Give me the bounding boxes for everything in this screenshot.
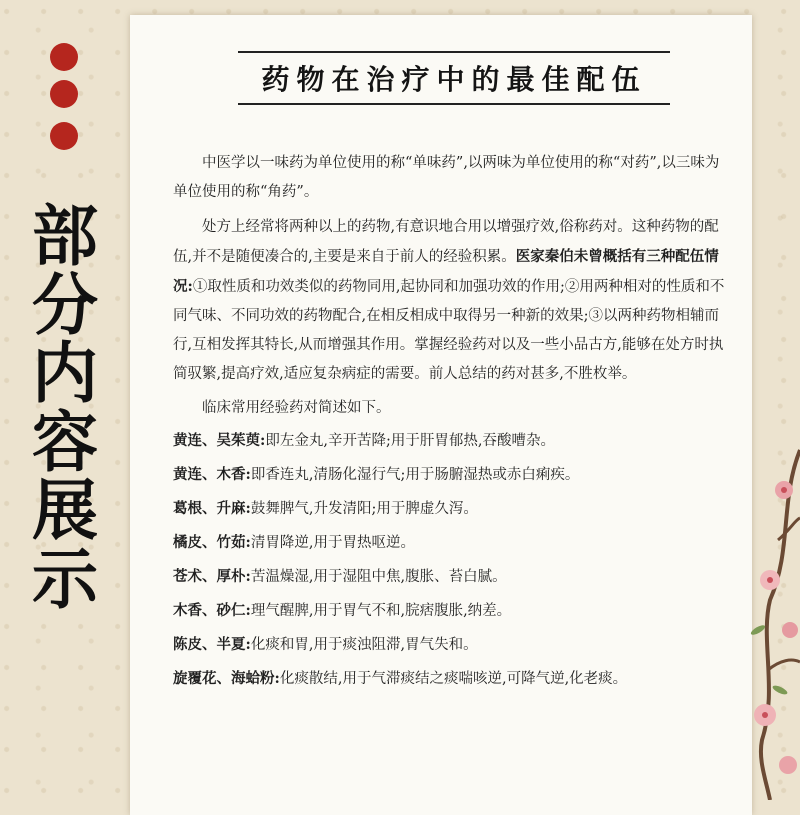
herb-pair-desc: 即香连丸,清肠化湿行气;用于肠腑湿热或赤白痢疾。	[250, 467, 580, 483]
herb-pair	[173, 429, 733, 452]
vertical-title-char: 内	[32, 335, 98, 412]
herb-pair-desc: 即左金丸,辛开苦降;用于肝胃郁热,吞酸嘈杂。	[265, 433, 555, 449]
herb-pair-name: 木香、砂仁:	[173, 602, 251, 619]
herb-pair-name: 陈皮、半夏:	[173, 636, 251, 653]
paragraph-bold-text: 医家秦伯未曾概括有三种配伍情况:	[173, 248, 719, 295]
herb-pair	[173, 463, 733, 486]
red-dot-icon	[50, 122, 78, 150]
book-page	[130, 15, 752, 815]
left-decoration	[0, 0, 125, 800]
herb-pair-desc: 化痰和胃,用于痰浊阻滞,胃气失和。	[250, 637, 478, 653]
vertical-title-char: 容	[32, 403, 98, 481]
intro-line: 临床常用经验药对简述如下。	[202, 400, 391, 416]
vertical-title-char: 展	[32, 472, 98, 549]
vertical-title-char: 部	[32, 198, 98, 275]
herb-pair	[173, 497, 733, 520]
herb-pair-desc: 鼓舞脾气,升发清阳;用于脾虚久泻。	[250, 501, 478, 517]
herb-pair	[173, 531, 733, 554]
page-title-box	[238, 51, 670, 105]
paragraph: 中医学以一味药为单位使用的称“单味药”,以两味为单位使用的称“对药”,以三味为单位使用的称“角药”。	[173, 155, 720, 200]
herb-pair-desc: 化痰散结,用于气滞痰结之痰喘咳逆,可降气逆,化老痰。	[279, 671, 628, 687]
paragraph-text: ①取性质和功效类似的药物同用,起协同和加强功效的作用;②用两种相对的性质和不同气味、不同功效的药物配合,在相反相成中取得另一种新的效果;③以两种药物相辅而行,互相发挥其特长,从而增强其作用。掌握经验药对以及一些小品古方,能够在处方时执简驭繁,提高疗效,适应复杂病症的需要。前人总结的药对甚多,不胜枚举。	[173, 279, 725, 382]
vertical-title-char: 示	[32, 540, 98, 618]
page-body	[173, 149, 733, 701]
paragraph	[173, 213, 733, 389]
page-title: 药物在治疗中的最佳配伍	[261, 63, 647, 96]
herb-pair-name: 旋覆花、海蛤粉:	[173, 670, 280, 687]
herb-pair-desc: 苦温燥湿,用于湿阻中焦,腹胀、苔白腻。	[250, 569, 507, 585]
paragraph-text: 处方上经常将两种以上的药物,有意识地合用以增强疗效,俗称药对。这种药物的配伍,并不是随便凑合的,主要是来自于前人的经验积累。	[173, 219, 719, 265]
herb-pair-name: 黄连、吴茱萸:	[173, 432, 266, 449]
vertical-title-char: 分	[32, 266, 98, 344]
red-dot-icon	[50, 80, 78, 108]
herb-pair-desc: 清胃降逆,用于胃热呕逆。	[250, 535, 415, 551]
herb-pair-name: 橘皮、竹茹:	[173, 534, 251, 551]
vertical-title	[30, 198, 100, 618]
plum-blossom-branch-icon	[740, 430, 800, 800]
herb-pair-name: 黄连、木香:	[173, 466, 251, 483]
red-dot-icon	[50, 43, 78, 71]
herb-pair	[173, 599, 733, 622]
herb-pair-name: 苍术、厚朴:	[173, 568, 251, 585]
herb-pair	[173, 565, 733, 588]
herb-pair	[173, 633, 733, 656]
herb-pair-desc: 理气醒脾,用于胃气不和,脘痞腹胀,纳差。	[250, 603, 512, 619]
herb-pair	[173, 667, 733, 690]
herb-pair-name: 葛根、升麻:	[173, 500, 251, 517]
